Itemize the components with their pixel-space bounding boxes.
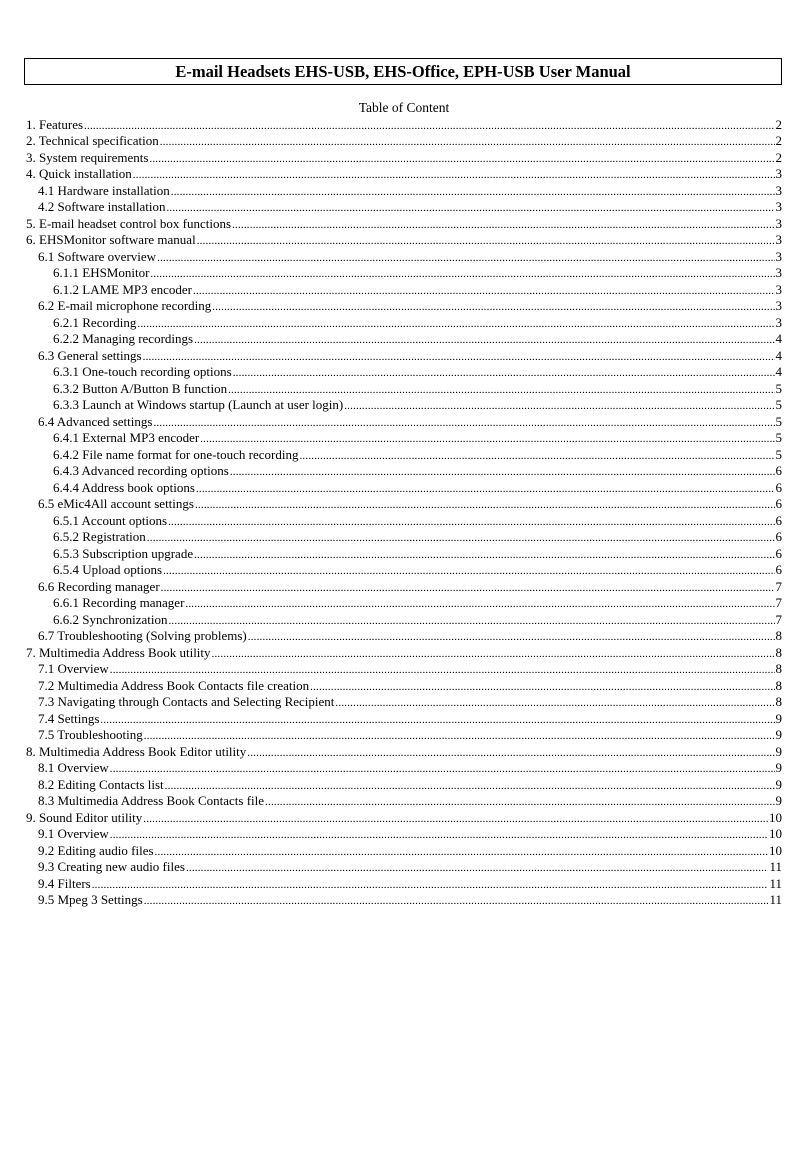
toc-dot-leader	[200, 431, 774, 447]
toc-entry-label: 6.4.3 Advanced recording options	[53, 463, 229, 478]
toc-entry-page-number: 8	[775, 644, 782, 660]
toc-entry[interactable]	[26, 430, 782, 447]
toc-entry[interactable]	[26, 364, 782, 381]
toc-dot-leader	[144, 893, 769, 909]
toc-entry-page-number: 8	[775, 628, 782, 643]
toc-entry-label: 6.1 Software overview	[38, 248, 157, 264]
toc-entry[interactable]	[26, 513, 782, 530]
toc-entry[interactable]	[26, 744, 782, 761]
toc-dot-leader	[232, 217, 774, 233]
toc-entry[interactable]	[26, 793, 782, 810]
toc-entry-label: 6.2.2 Managing recordings	[53, 331, 194, 346]
toc-entry-label: 6.5 eMic4All account settings	[38, 496, 194, 511]
toc-entry-page-number: 5	[775, 397, 782, 412]
toc-entry-page-number: 3	[775, 166, 782, 181]
toc-entry-label: 9.5 Mpeg 3 Settings	[38, 892, 143, 907]
toc-entry-label: 3. System requirements	[26, 149, 149, 165]
toc-entry-page-number: 7	[775, 611, 782, 627]
toc-dot-leader	[110, 662, 775, 678]
toc-entry-label: 6.7 Troubleshooting (Solving problems)	[38, 628, 247, 643]
toc-entry-label: 6.5.4 Upload options	[53, 562, 163, 577]
toc-entry[interactable]	[26, 397, 782, 414]
toc-entry-label: 8.3 Multimedia Address Book Contacts file	[38, 793, 265, 808]
toc-dot-leader	[171, 184, 775, 200]
toc-entry-label: 6.3.1 One-touch recording options	[53, 364, 232, 379]
toc-entry[interactable]	[26, 678, 782, 695]
toc-dot-leader	[155, 844, 768, 860]
toc-dot-leader	[168, 514, 774, 530]
toc-dot-leader	[137, 316, 774, 332]
toc-dot-leader	[84, 118, 774, 134]
toc-entry-label: 7.2 Multimedia Address Book Contacts file creation	[38, 677, 310, 693]
toc-entry[interactable]	[26, 727, 782, 744]
toc-entry-label: 9. Sound Editor utility	[26, 809, 143, 825]
toc-entry-page-number: 5	[775, 430, 782, 445]
toc-entry-page-number: 2	[775, 149, 782, 165]
toc-entry-page-number: 4	[775, 364, 782, 379]
toc-entry-page-number: 3	[775, 232, 782, 247]
toc-dot-leader	[196, 481, 775, 497]
toc-dot-leader	[197, 233, 775, 249]
toc-entry-label: 8.2 Editing Contacts list	[38, 776, 164, 792]
toc-entry-page-number: 9	[775, 710, 782, 726]
toc-entry-label: 7.3 Navigating through Contacts and Selecting Recipient	[38, 694, 335, 709]
toc-entry-label: 6.6 Recording manager	[38, 578, 160, 594]
toc-entry-page-number: 7	[775, 578, 782, 594]
toc-dot-leader	[212, 646, 775, 662]
toc-entry-label: 6.5.1 Account options	[53, 512, 168, 528]
toc-entry-page-number: 10	[769, 842, 782, 858]
toc-entry-label: 4.1 Hardware installation	[38, 182, 170, 198]
toc-entry[interactable]	[26, 348, 782, 365]
toc-dot-leader	[153, 415, 774, 431]
toc-entry[interactable]	[26, 496, 782, 513]
toc-entry-page-number: 9	[775, 793, 782, 808]
toc-dot-leader	[248, 629, 775, 645]
toc-dot-leader	[165, 778, 775, 794]
toc-entry-label: 6.3.3 Launch at Windows startup (Launch at user login)	[53, 397, 344, 412]
toc-entry-label: 9.3 Creating new audio files	[38, 859, 185, 874]
toc-dot-leader	[92, 877, 769, 893]
toc-entry-page-number: 2	[775, 133, 782, 148]
toc-entry-page-number: 6	[775, 496, 782, 511]
toc-entry[interactable]	[26, 826, 782, 843]
toc-entry[interactable]	[26, 480, 782, 497]
toc-entry-label: 8.1 Overview	[38, 760, 109, 775]
toc-entry-page-number: 3	[775, 265, 782, 280]
toc-entry[interactable]	[26, 711, 782, 728]
toc-entry[interactable]	[26, 282, 782, 299]
toc-entry-page-number: 9	[775, 727, 782, 742]
toc-dot-leader	[144, 728, 775, 744]
toc-dot-leader	[160, 134, 775, 150]
toc-entry-label: 7.5 Troubleshooting	[38, 727, 143, 742]
toc-entry-page-number: 9	[775, 776, 782, 792]
toc-dot-leader	[143, 349, 775, 365]
toc-entry[interactable]	[26, 166, 782, 183]
toc-entry[interactable]	[26, 562, 782, 579]
toc-dot-leader	[228, 382, 774, 398]
toc-entry-page-number: 3	[775, 182, 782, 198]
toc-entry-page-number: 10	[769, 826, 782, 841]
toc-entry[interactable]	[26, 661, 782, 678]
toc-entry-label: 9.1 Overview	[38, 826, 109, 841]
toc-entry-page-number: 4	[775, 331, 782, 346]
toc-entry-label: 6.4.2 File name format for one-touch recording	[53, 446, 299, 462]
toc-entry-page-number: 8	[775, 677, 782, 693]
toc-entry-label: 9.2 Editing audio files	[38, 842, 154, 858]
toc-entry[interactable]	[26, 810, 782, 827]
toc-entry-page-number: 6	[775, 463, 782, 478]
toc-entry-page-number: 6	[775, 545, 782, 561]
toc-dot-leader	[163, 563, 774, 579]
toc-entry-label: 6. EHSMonitor software manual	[26, 232, 196, 247]
toc-entry[interactable]	[26, 249, 782, 266]
toc-entry-label: 6.3 General settings	[38, 347, 142, 363]
toc-entry-page-number: 6	[775, 529, 782, 544]
document-title: E-mail Headsets EHS-USB, EHS-Office, EPH-USB User Manual	[24, 58, 782, 85]
toc-entry-label: 7.4 Settings	[38, 710, 100, 726]
toc-entry[interactable]	[26, 859, 782, 876]
toc-entry[interactable]	[26, 529, 782, 546]
toc-dot-leader	[110, 761, 775, 777]
toc-entry-label: 6.5.3 Subscription upgrade	[53, 545, 194, 561]
toc-dot-leader	[147, 530, 775, 546]
toc-entry-label: 6.5.2 Registration	[53, 529, 146, 544]
toc-entry-label: 6.2 E-mail microphone recording	[38, 298, 212, 313]
toc-dot-leader	[310, 679, 774, 695]
toc-dot-leader	[161, 580, 775, 596]
toc-dot-leader	[157, 250, 774, 266]
toc-entry-page-number: 11	[769, 892, 782, 907]
toc-entry[interactable]	[26, 381, 782, 398]
toc-entry-label: 1. Features	[26, 116, 84, 132]
toc-dot-leader	[247, 745, 774, 761]
toc-entry[interactable]	[26, 315, 782, 332]
toc-entry-label: 6.4.1 External MP3 encoder	[53, 430, 200, 445]
toc-dot-leader	[194, 332, 774, 348]
toc-entry-page-number: 10	[769, 809, 782, 825]
toc-entry-page-number: 9	[775, 760, 782, 775]
toc-entry[interactable]	[26, 595, 782, 612]
toc-entry-label: 6.1.2 LAME MP3 encoder	[53, 281, 193, 297]
toc-dot-leader	[193, 283, 774, 299]
toc-entry[interactable]	[26, 150, 782, 167]
toc-entry[interactable]	[26, 645, 782, 662]
toc-entry-page-number: 3	[775, 248, 782, 264]
toc-entry-label: 9.4 Filters	[38, 875, 91, 891]
toc-entry-page-number: 11	[769, 875, 782, 891]
toc-entry[interactable]	[26, 447, 782, 464]
toc-dot-leader	[133, 167, 775, 183]
toc-entry[interactable]	[26, 216, 782, 233]
toc-entry[interactable]	[26, 892, 782, 909]
toc-entry[interactable]	[26, 331, 782, 348]
toc-entry-page-number: 3	[775, 314, 782, 330]
toc-entry[interactable]	[26, 612, 782, 629]
toc-dot-leader	[195, 497, 775, 513]
toc-entry-label: 4. Quick installation	[26, 166, 132, 181]
toc-entry[interactable]	[26, 183, 782, 200]
toc-entry-page-number: 3	[775, 281, 782, 297]
toc-dot-leader	[212, 299, 774, 315]
toc-entry[interactable]	[26, 694, 782, 711]
toc-entry-page-number: 6	[775, 562, 782, 577]
toc-dot-leader	[194, 547, 774, 563]
toc-entry[interactable]	[26, 876, 782, 893]
toc-entry-page-number: 3	[775, 199, 782, 214]
toc-entry-label: 4.2 Software installation	[38, 199, 166, 214]
toc-entry-label: 6.6.1 Recording manager	[53, 595, 185, 610]
toc-entry-label: 6.3.2 Button A/Button B function	[53, 380, 228, 396]
toc-entry[interactable]	[26, 777, 782, 794]
toc-heading: Table of Content	[358, 100, 450, 115]
toc-entry-page-number: 5	[775, 413, 782, 429]
toc-entry-page-number: 4	[775, 347, 782, 363]
toc-dot-leader	[168, 613, 774, 629]
toc-dot-leader	[186, 860, 769, 876]
toc-entry-page-number: 5	[775, 380, 782, 396]
toc-dot-leader	[149, 151, 774, 167]
toc-entry-label: 6.1.1 EHSMonitor	[53, 265, 150, 280]
toc-entry-page-number: 2	[775, 116, 782, 132]
toc-entry-label: 5. E-mail headset control box functions	[26, 215, 232, 231]
toc-entry[interactable]	[26, 298, 782, 315]
toc-entry-page-number: 8	[775, 661, 782, 676]
toc-entry-label: 8. Multimedia Address Book Editor utility	[26, 743, 247, 759]
toc-entry[interactable]	[26, 265, 782, 282]
table-of-contents	[26, 117, 782, 909]
toc-entry[interactable]	[26, 463, 782, 480]
toc-entry-page-number: 3	[775, 215, 782, 231]
toc-entry[interactable]	[26, 414, 782, 431]
toc-entry-label: 6.6.2 Synchronization	[53, 611, 168, 627]
toc-dot-leader	[233, 365, 775, 381]
toc-entry-page-number: 11	[769, 859, 782, 874]
toc-dot-leader	[344, 398, 774, 414]
toc-dot-leader	[299, 448, 774, 464]
toc-entry[interactable]	[26, 579, 782, 596]
toc-entry-page-number: 6	[775, 479, 782, 495]
toc-entry-label: 6.2.1 Recording	[53, 314, 137, 330]
toc-entry-page-number: 8	[775, 694, 782, 709]
toc-entry[interactable]	[26, 760, 782, 777]
toc-dot-leader	[230, 464, 775, 480]
toc-entry-label: 7.1 Overview	[38, 661, 109, 676]
toc-entry[interactable]	[26, 232, 782, 249]
toc-dot-leader	[143, 811, 768, 827]
toc-entry[interactable]	[26, 199, 782, 216]
toc-entry[interactable]	[26, 133, 782, 150]
toc-entry-page-number: 9	[775, 743, 782, 759]
toc-dot-leader	[150, 266, 774, 282]
toc-entry-label: 6.4.4 Address book options	[53, 479, 195, 495]
toc-entry-label: 7. Multimedia Address Book utility	[26, 644, 211, 660]
toc-entry-label: 2. Technical specification	[26, 133, 159, 148]
toc-dot-leader	[265, 794, 774, 810]
toc-entry-label: 6.4 Advanced settings	[38, 413, 153, 429]
toc-entry[interactable]	[26, 546, 782, 563]
toc-entry-page-number: 3	[775, 298, 782, 313]
toc-dot-leader	[166, 200, 774, 216]
toc-entry-page-number: 5	[775, 446, 782, 462]
toc-entry-page-number: 6	[775, 512, 782, 528]
toc-dot-leader	[110, 827, 768, 843]
toc-entry[interactable]	[26, 843, 782, 860]
toc-dot-leader	[335, 695, 774, 711]
toc-dot-leader	[100, 712, 774, 728]
toc-entry-page-number: 7	[775, 595, 782, 610]
toc-entry[interactable]	[26, 117, 782, 134]
toc-entry[interactable]	[26, 628, 782, 645]
toc-dot-leader	[185, 596, 774, 612]
